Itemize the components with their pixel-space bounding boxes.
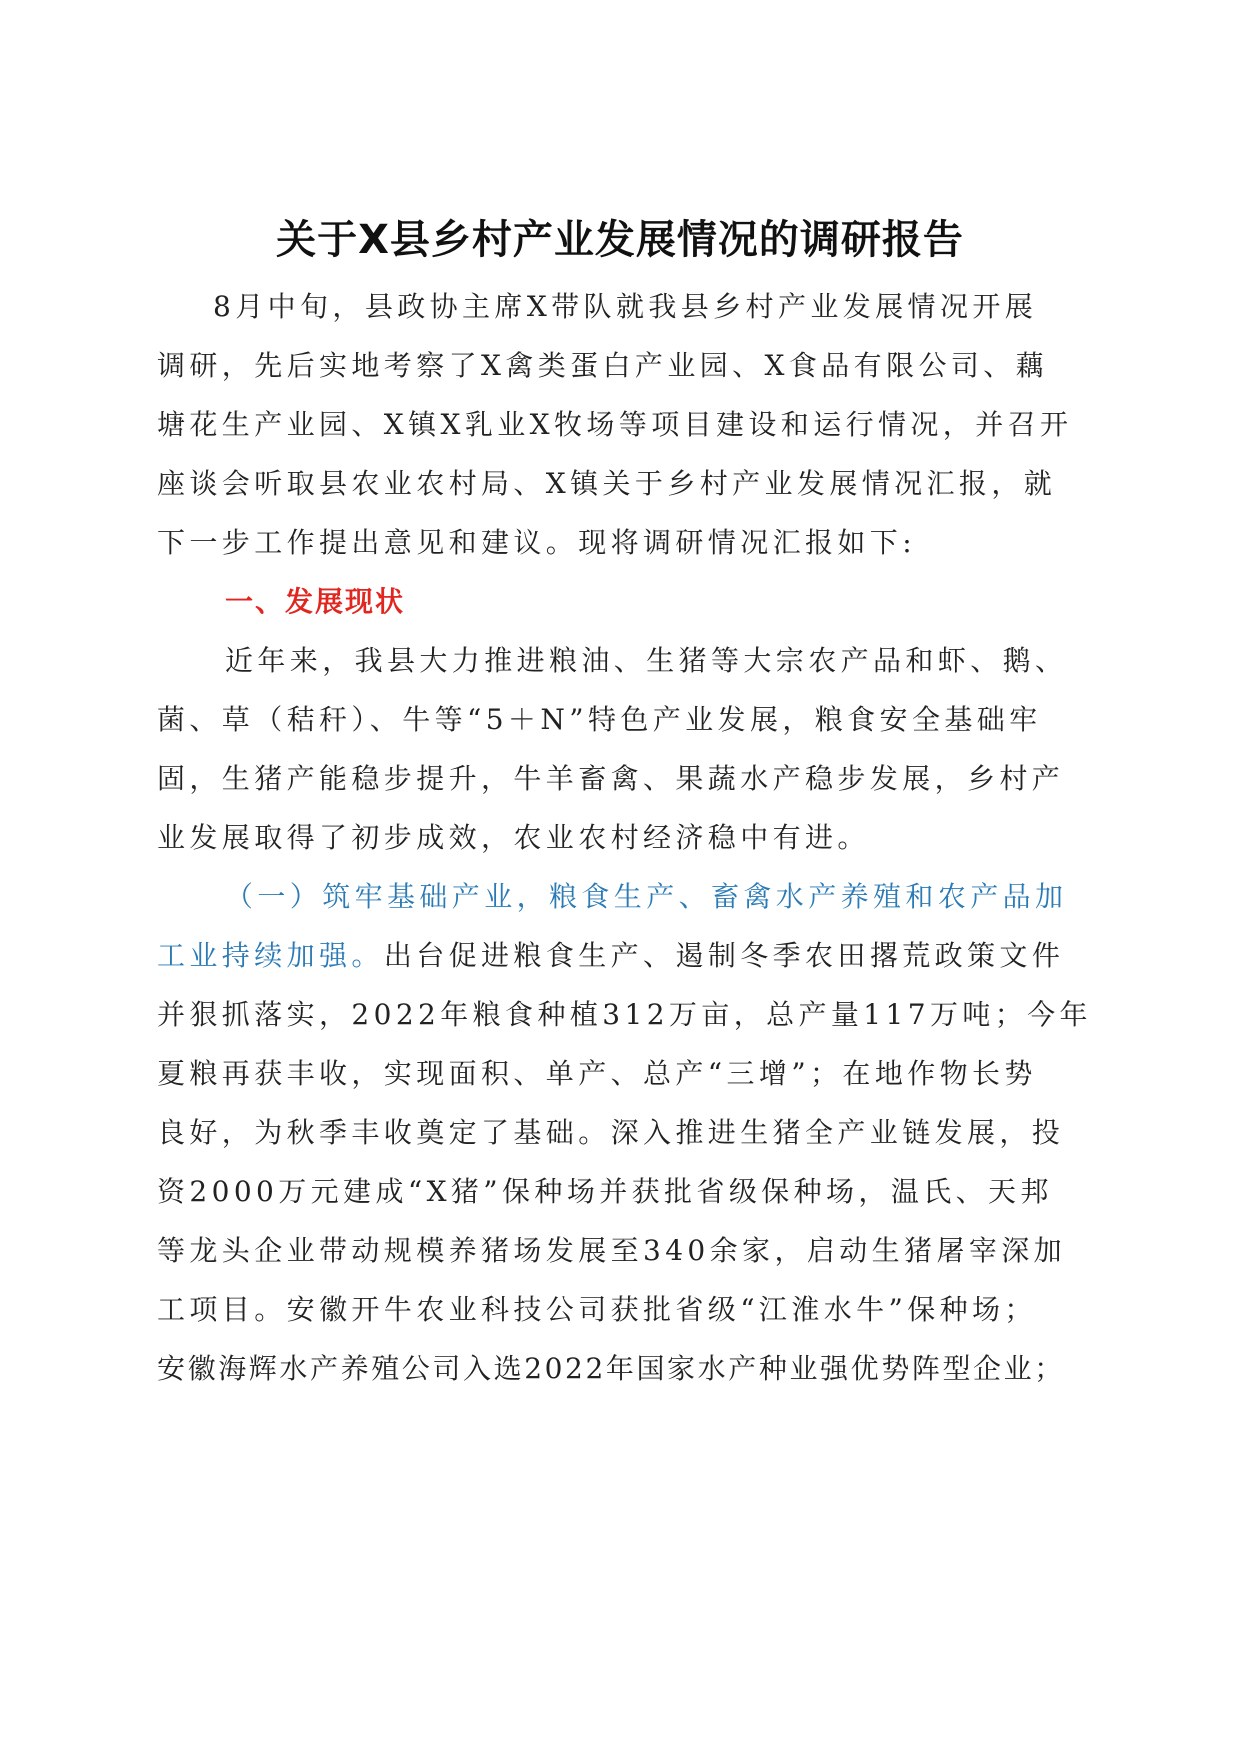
section-heading: 一、发展现状	[225, 585, 406, 618]
subsection-line: 安徽海辉水产养殖公司入选2022年国家水产种业强优势阵型企业；	[157, 1352, 1065, 1385]
subsection-line: 资2000万元建成“X猪”保种场并获批省级保种场，温氏、天邦	[157, 1175, 1053, 1208]
section-line: 固，生猪产能稳步提升，牛羊畜禽、果蔬水产稳步发展，乡村产	[157, 762, 1065, 795]
intro-line: 下一步工作提出意见和建议。现将调研情况汇报如下:	[157, 526, 917, 559]
document-title: 关于X县乡村产业发展情况的调研报告	[276, 217, 964, 263]
intro-line: 座谈会听取县农业农村局、X镇关于乡村产业发展情况汇报，就	[157, 467, 1057, 500]
subsection-line: 工项目。安徽开牛农业科技公司获批省级“江淮水牛”保种场；	[157, 1293, 1037, 1326]
section-line: 近年来，我县大力推进粮油、生猪等大宗农产品和虾、鹅、	[225, 644, 1068, 677]
intro-line: 塘花生产业园、X镇X乳业X牧场等项目建设和运行情况，并召开	[157, 408, 1073, 441]
subsection-line: 等龙头企业带动规模养猪场发展至340余家，启动生猪屠宰深加	[157, 1234, 1067, 1267]
subsection-heading: （一）筑牢基础产业，粮食生产、畜禽水产养殖和农产品加	[225, 880, 1068, 913]
subsection-line: 良好，为秋季丰收奠定了基础。深入推进生猪全产业链发展，投	[157, 1116, 1065, 1149]
section-line: 业发展取得了初步成效，农业农村经济稳中有进。	[157, 821, 870, 854]
subsection-line: 夏粮再获丰收，实现面积、单产、总产“三增”；在地作物长势	[157, 1057, 1037, 1090]
section-line: 菌、草（秸秆）、牛等“5＋N”特色产业发展，粮食安全基础牢	[157, 703, 1042, 736]
subsection-line: 并狠抓落实，2022年粮食种植312万亩，总产量117万吨；今年	[157, 998, 1092, 1031]
subsection-line	[157, 936, 1087, 976]
subsection-text: 出台促进粮食生产、遏制冬季农田撂荒政策文件	[383, 939, 1065, 972]
intro-line: 调研，先后实地考察了X禽类蛋白产业园、X食品有限公司、藕	[157, 349, 1049, 382]
subsection-heading-tail: 工业持续加强。	[157, 939, 384, 972]
intro-line: 8月中旬，县政协主席X带队就我县乡村产业发展情况开展	[213, 290, 1038, 323]
